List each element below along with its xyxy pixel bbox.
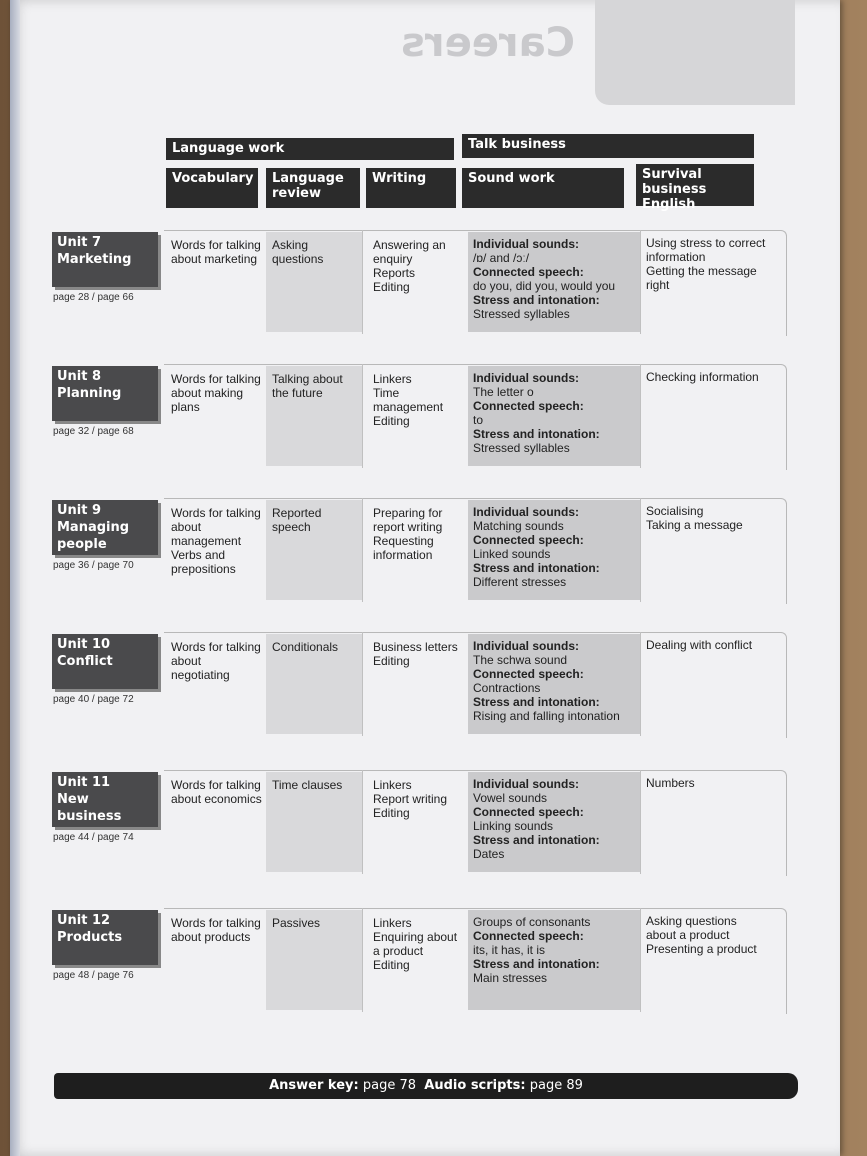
sound-work-text: The schwa sound	[473, 653, 568, 667]
sound-work-cell	[473, 237, 641, 321]
sound-work-text: Main stresses	[473, 971, 548, 985]
unit-label-box	[52, 634, 158, 689]
sound-work-text: The letter o	[473, 385, 534, 399]
sound-work-text: Linked sounds	[473, 547, 551, 561]
sound-work-label: Stress and intonation:	[473, 427, 600, 441]
header-survival-english: Survival business English	[636, 164, 754, 206]
survival-english-cell: Checking information	[646, 370, 759, 384]
column-divider	[362, 770, 363, 874]
sound-work-text: Vowel sounds	[473, 791, 548, 805]
page-spine-edge	[10, 0, 20, 1156]
sound-work-label: Connected speech:	[473, 805, 584, 819]
sound-work-label: Connected speech:	[473, 929, 584, 943]
unit-name: Managing people	[57, 520, 130, 552]
sound-work-text: Groups of consonants	[473, 915, 591, 929]
column-divider	[362, 498, 363, 602]
writing-cell: Linkers Enquiring about a product Editing	[373, 916, 458, 972]
sound-work-label: Connected speech:	[473, 667, 584, 681]
sound-work-text: its, it has, it is	[473, 943, 546, 957]
vocabulary-cell: Words for talking about economics	[171, 778, 262, 806]
sound-work-text: Different stresses	[473, 575, 567, 589]
language-review-cell: Talking about the future	[272, 372, 343, 400]
writing-cell: Business letters Editing	[373, 640, 458, 668]
writing-cell: Answering an enquiry Reports Editing	[373, 238, 446, 294]
header-language-work: Language work	[166, 138, 454, 160]
column-divider	[362, 632, 363, 736]
section-title-show-through: Careers	[401, 20, 575, 66]
header-vocabulary: Vocabulary	[166, 168, 258, 208]
sound-work-text: Linking sounds	[473, 819, 554, 833]
column-divider	[362, 908, 363, 1012]
sound-work-text: Dates	[473, 847, 505, 861]
unit-page-ref: page 44 / page 74	[53, 832, 134, 843]
unit-page-ref: page 28 / page 66	[53, 292, 134, 303]
sound-work-label: Individual sounds:	[473, 639, 580, 653]
language-review-cell: Reported speech	[272, 506, 322, 534]
unit-number: Unit 7	[57, 235, 102, 250]
unit-name: New business	[57, 792, 122, 824]
sound-work-label: Individual sounds:	[473, 777, 580, 791]
unit-label-box	[52, 910, 158, 965]
survival-english-cell: Numbers	[646, 776, 695, 790]
language-review-cell: Passives	[272, 916, 321, 930]
sound-work-cell	[473, 505, 641, 589]
sound-work-label: Stress and intonation:	[473, 957, 600, 971]
sound-work-cell	[473, 777, 641, 861]
survival-english-cell: Using stress to correct information Getting the message right	[646, 236, 766, 292]
unit-label-box	[52, 232, 158, 287]
vocabulary-cell: Words for talking about making plans	[171, 372, 261, 414]
header-writing: Writing	[366, 168, 456, 208]
unit-page-ref: page 48 / page 76	[53, 970, 134, 981]
unit-number: Unit 11	[57, 775, 111, 790]
unit-page-ref: page 40 / page 72	[53, 694, 134, 705]
vocabulary-cell: Words for talking about products	[171, 916, 261, 944]
writing-cell: Preparing for report writing Requesting information	[373, 506, 443, 562]
column-divider	[362, 230, 363, 334]
sound-work-cell	[473, 371, 641, 455]
sound-work-text: Contractions	[473, 681, 541, 695]
unit-number: Unit 9	[57, 503, 102, 518]
sound-work-label: Individual sounds:	[473, 371, 580, 385]
writing-cell: Linkers Report writing Editing	[373, 778, 448, 820]
sound-work-text: Stressed syllables	[473, 307, 570, 321]
sound-work-text: Rising and falling intonation	[473, 709, 620, 723]
vocabulary-cell: Words for talking about management Verbs and prepositions	[171, 506, 261, 576]
language-review-cell: Conditionals	[272, 640, 339, 654]
header-language-review: Language review	[266, 168, 360, 208]
survival-english-cell: Dealing with conflict	[646, 638, 753, 652]
sound-work-label: Stress and intonation:	[473, 561, 600, 575]
language-review-cell: Asking questions	[272, 238, 324, 266]
audio-scripts-page: page 89	[529, 1078, 583, 1093]
section-tab	[595, 0, 795, 105]
unit-number: Unit 8	[57, 369, 102, 384]
sound-work-text: Stressed syllables	[473, 441, 570, 455]
writing-cell: Linkers Time management Editing	[373, 372, 444, 428]
vocabulary-cell: Words for talking about marketing	[171, 238, 261, 266]
footer-bar	[54, 1073, 798, 1099]
unit-number: Unit 12	[57, 913, 111, 928]
sound-work-label: Connected speech:	[473, 265, 584, 279]
column-divider	[362, 364, 363, 468]
sound-work-text: do you, did you, would you	[473, 279, 616, 293]
sound-work-label: Stress and intonation:	[473, 695, 600, 709]
sound-work-text: /ɒ/ and /ɔː/	[473, 251, 530, 265]
sound-work-label: Stress and intonation:	[473, 833, 600, 847]
sound-work-cell	[473, 639, 641, 723]
sound-work-label: Connected speech:	[473, 399, 584, 413]
unit-name: Marketing	[57, 252, 132, 267]
vocabulary-cell: Words for talking about negotiating	[171, 640, 261, 682]
answer-key-page: page 78	[362, 1078, 417, 1093]
unit-name: Planning	[57, 386, 122, 401]
sound-work-label: Individual sounds:	[473, 505, 580, 519]
language-review-cell: Time clauses	[272, 778, 343, 792]
survival-english-cell: Socialising Taking a message	[646, 504, 743, 532]
survival-english-cell: Asking questions about a product Presenting a product	[646, 914, 757, 956]
unit-label-box	[52, 772, 158, 827]
unit-label-box	[52, 500, 158, 555]
sound-work-cell	[473, 915, 641, 985]
sound-work-label: Stress and intonation:	[473, 293, 600, 307]
unit-name: Products	[57, 930, 123, 945]
unit-page-ref: page 32 / page 68	[53, 426, 134, 437]
sound-work-label: Individual sounds:	[473, 237, 580, 251]
unit-number: Unit 10	[57, 637, 111, 652]
unit-label-box	[52, 366, 158, 421]
answer-key-label: Answer key:	[269, 1078, 359, 1093]
sound-work-text: to	[473, 413, 484, 427]
header-talk-business: Talk business	[462, 134, 754, 158]
audio-scripts-label: Audio scripts:	[424, 1078, 526, 1093]
unit-page-ref: page 36 / page 70	[53, 560, 134, 571]
sound-work-label: Connected speech:	[473, 533, 584, 547]
sound-work-text: Matching sounds	[473, 519, 564, 533]
header-sound-work: Sound work	[462, 168, 624, 208]
unit-name: Conflict	[57, 654, 113, 669]
